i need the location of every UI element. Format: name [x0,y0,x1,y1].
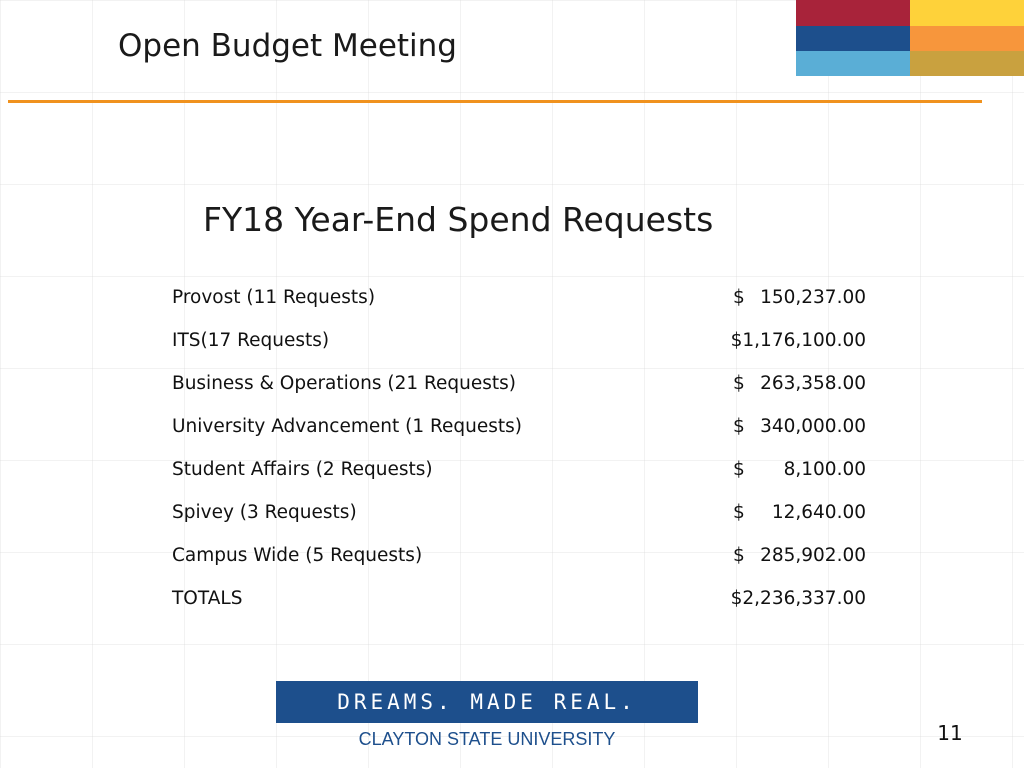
row-currency: $ [733,373,745,394]
section-heading: FY18 Year-End Spend Requests [203,200,714,239]
color-block-orange [910,26,1024,51]
row-label: Provost (11 Requests) [172,287,376,308]
spend-requests-table [172,278,872,622]
table-row [172,278,872,321]
table-row [172,536,872,579]
table-row [172,321,872,364]
row-currency: $ [733,459,745,480]
table-row [172,493,872,536]
university-name: CLAYTON STATE UNIVERSITY [358,729,616,749]
row-amount: 12,640.00 [771,502,866,523]
row-amount: 263,358.00 [760,373,866,394]
row-label: TOTALS [172,588,243,609]
color-block-blue [796,26,910,51]
row-label: Spivey (3 Requests) [172,502,357,523]
row-currency: $ [733,502,745,523]
color-block-red [796,0,910,26]
row-label: ITS(17 Requests) [172,330,330,351]
slide-title: Open Budget Meeting [118,28,457,64]
page-number: 11 [937,721,963,745]
table-row [172,407,872,450]
color-block-yellow [910,0,1024,26]
corner-color-blocks [796,0,1024,76]
row-amount: 285,902.00 [760,545,866,566]
row-label: Campus Wide (5 Requests) [172,545,423,566]
row-label: Student Affairs (2 Requests) [172,459,433,480]
row-currency: $ [733,416,745,437]
color-block-gold [910,51,1024,76]
row-amount: $1,176,100.00 [730,330,866,351]
title-divider [8,100,982,103]
table-row [172,364,872,407]
color-block-light-blue [796,51,910,76]
table-row-totals [172,579,872,622]
row-currency: $ [733,545,745,566]
brand-tagline-banner: DREAMS. MADE REAL. [276,681,698,723]
table-row [172,450,872,493]
row-amount: 150,237.00 [760,287,866,308]
row-amount: $2,236,337.00 [730,588,866,609]
row-label: University Advancement (1 Requests) [172,416,522,437]
row-amount: 8,100.00 [783,459,866,480]
row-currency: $ [733,287,745,308]
row-label: Business & Operations (21 Requests) [172,373,516,394]
row-amount: 340,000.00 [760,416,866,437]
